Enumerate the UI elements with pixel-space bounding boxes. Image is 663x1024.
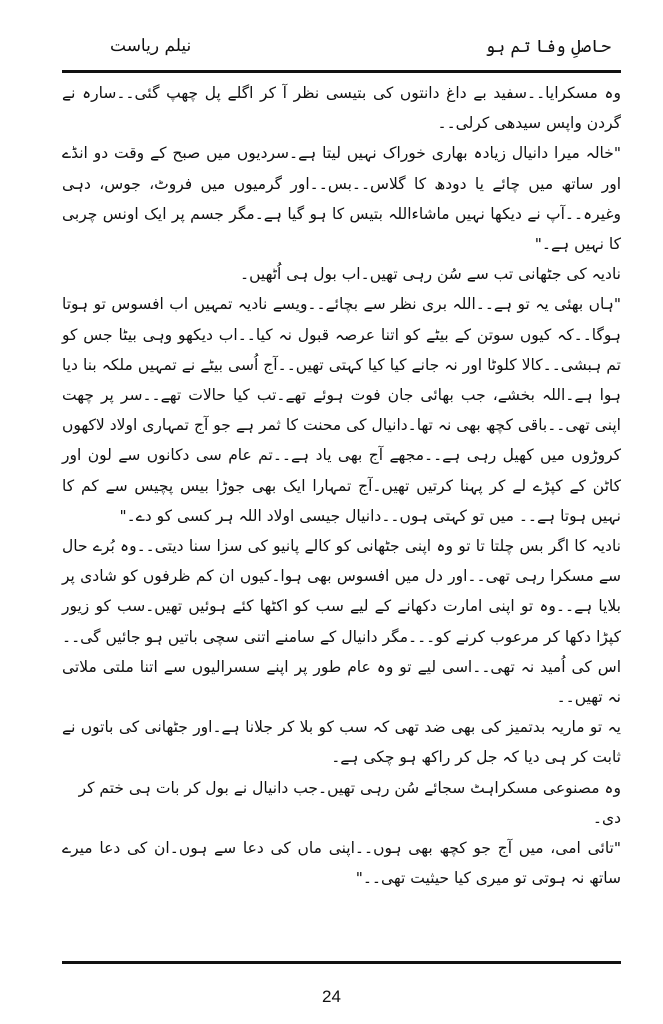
page-header bbox=[62, 32, 621, 68]
paragraph: وہ مصنوعی مسکراہٹ سجائے سُن رہی تھیں۔جب دانیال نے بول کر بات ہی ختم کر دی۔ bbox=[78, 778, 621, 827]
paragraph: نادیہ کا اگر بس چلتا تا تو وہ اپنی جٹھانی کو کالے پانیو کی سزا سنا دیتی۔۔وہ بُرے حال سے مسکرا رہی تھی۔۔اور دل میں افسوس بھی ہوا۔کیوں ان کم ظرفوں کو شادی پر بلایا ہے۔۔وہ تو اپنی امارت دکھانے کے لیے سب کو اکٹھا کئے ہوئیں تھیں۔سب کو زیور کپڑا دکھا کر مرعوب کرنے کو۔۔۔مگر دانیال کے سامنے اتنی سچی باتیں ہو جائیں گی۔۔اس کی اُمید نہ تھی۔۔اسی لیے تو وہ عام طور پر اپنے سسرالیوں سے اتنا ملتی ملاتی نہ تھیں۔۔ bbox=[62, 537, 621, 707]
paragraph: "خالہ میرا دانیال زیادہ بھاری خوراک نہیں لیتا ہے۔سردیوں میں صبح کے وقت دو انڈے اور ساتھ میں چائے یا دودھ کا گلاس۔۔بس۔۔اور گرمیوں میں فروٹ، جوس، دہی وغیرہ۔۔آپ نے دیکھا نہیں ماشاءاللہ بتیس کا ہو گیا ہے۔مگر جسم پر ایک اونس چربی کا نہیں ہے۔" bbox=[62, 144, 621, 254]
paragraph: "ہاں بھئی یہ تو ہے۔۔اللہ بری نظر سے بچائے۔۔ویسے نادیہ تمہیں اب افسوس تو ہوتا ہوگا۔۔کہ کیوں سوتن کے بیٹے کو اتنا عرصہ قبول نہ کیا۔۔اب دیکھو وہی بیٹا جس کو تم ہبشی۔۔کالا کلوٹا اور نہ جانے کیا کیا کہتی تھیں۔۔آج اُسی بیٹے نے تمہیں ملکہ بنا دیا ہوا ہے۔اللہ بخشے، جب بھائی جان فوت ہوئے تھے۔تب کیا حالات تھے۔۔سر پر چھت اپنی تھی۔۔باقی کچھ بھی نہ تھا۔دانیال کی محنت کا ثمر ہے جو آج تمہاری اولاد لاکھوں کروڑوں میں کھیل رہی ہے۔۔مجھے آج بھی یاد ہے۔۔تم عام سی دکانوں سے لون اور کاٹن کے کپڑے لے کر پہنا کرتیں تھیں۔آج تمہارا ایک بھی جوڑا بیس پچیس سے کم کا نہیں ہوتا ہے۔۔ میں تو کہتی ہوں۔۔دانیال جیسی اولاد اللہ ہر کسی کو دے۔" bbox=[62, 295, 621, 525]
header-divider bbox=[62, 70, 621, 73]
paragraph: یہ تو ماریہ بدتمیز کی بھی ضد تھی کہ سب کو بلا کر جلانا ہے۔اور جٹھانی کی باتوں نے ثابت کر ہی دیا کہ جل کر راکھ ہو چکی ہے۔ bbox=[62, 718, 621, 767]
author-name: نیلم ریاست bbox=[110, 36, 192, 56]
paragraph: نادیہ کی جٹھانی تب سے سُن رہی تھیں۔اب بول ہی اُٹھیں۔ bbox=[240, 265, 621, 284]
body-text bbox=[62, 78, 621, 893]
page-number: 24 bbox=[322, 987, 341, 1006]
paragraph: وہ مسکرایا۔۔سفید بے داغ دانتوں کی بتیسی نظر آ کر اگلے پل چھپ گئی۔۔سارہ نے گردن واپس سیدھی کرلی۔۔ bbox=[62, 84, 621, 133]
footer-divider bbox=[62, 961, 621, 964]
book-title: حاصلِ وفا تم ہو bbox=[485, 37, 611, 57]
paragraph: "تائی امی، میں آج جو کچھ بھی ہوں۔۔اپنی ماں کی دعا سے ہوں۔ان کی دعا میرے ساتھ نہ ہوتی تو میری کیا حیثیت تھی۔۔" bbox=[62, 839, 621, 888]
